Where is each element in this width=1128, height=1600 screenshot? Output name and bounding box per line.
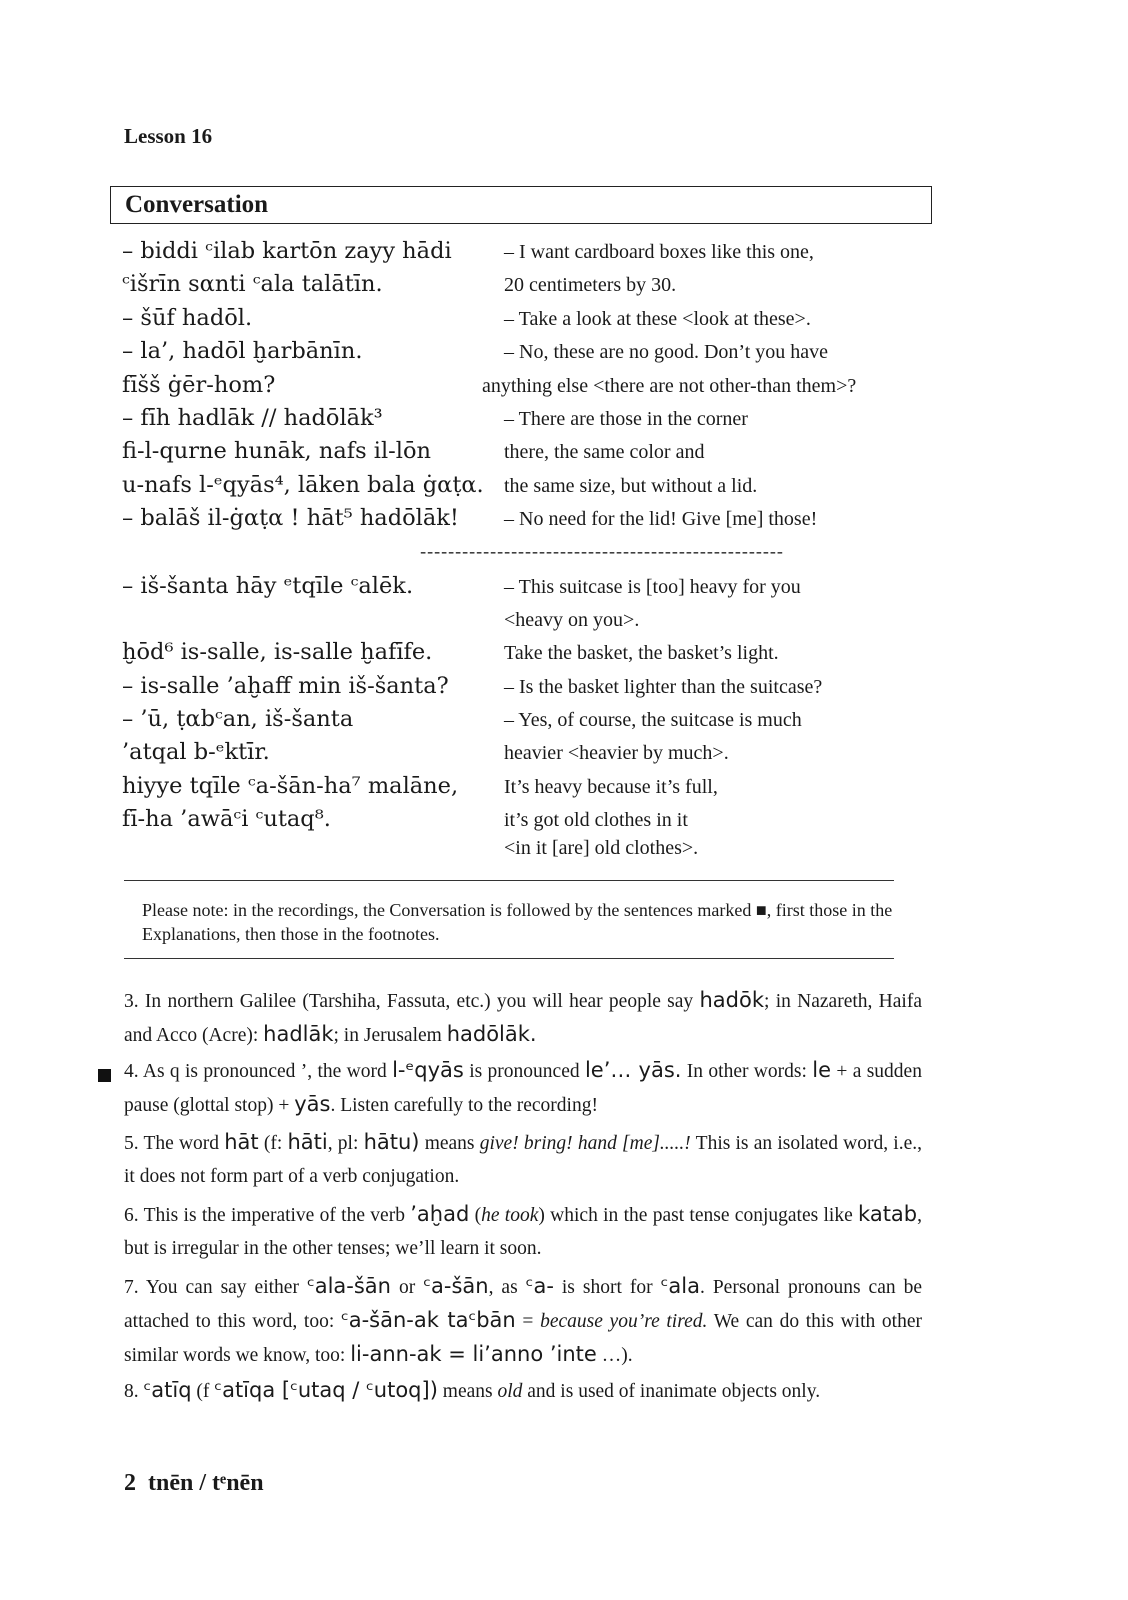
dialogue-row (122, 372, 942, 405)
fn-text: 5. The word (124, 1133, 225, 1154)
fn-text: means (437, 1381, 498, 1402)
fn-text: . Listen carefully to the recording! (330, 1095, 598, 1116)
fn-term: l-ᵉqyās (392, 1058, 464, 1082)
lesson-title: Lesson 16 (124, 124, 213, 148)
fn-term: li-ann-ak = li’anno ’inte (350, 1342, 597, 1366)
fn-text: means (419, 1133, 480, 1154)
english-line: – Yes, of course, the suitcase is much (504, 709, 802, 732)
english-line: Take the basket, the basket’s light. (504, 642, 779, 665)
arabic-line: – biddi ᶜilab kartōn zayy hādi (122, 238, 452, 264)
section-heading: Conversation (125, 191, 269, 218)
page-footer (124, 1470, 264, 1497)
dialogue-row (122, 806, 942, 834)
arabic-line: fīšš ġēr-hom? (122, 371, 276, 398)
fn-term: ᶜatīqa [ᶜutaq / ᶜutoq]) (214, 1378, 438, 1402)
fn-text: , but is irregular in the other tenses; we’ll learn it soon. (124, 1205, 922, 1259)
english-line: – Is the basket lighter than the suitcase? (504, 675, 823, 698)
fn-term: ᶜala-šān (306, 1274, 391, 1298)
dialogue-row (122, 673, 942, 706)
footnote-6 (124, 1198, 922, 1265)
fn-italic: he took (481, 1205, 539, 1226)
arabic-line: hiyye tqīle ᶜa-šān-ha⁷ malāne, (122, 772, 459, 799)
fn-term: hadōk (699, 988, 764, 1012)
fn-term: ’aḫad (410, 1202, 470, 1226)
english-line: – I want cardboard boxes like this one, (504, 241, 814, 263)
english-line: – There are those in the corner (504, 407, 748, 430)
page-number-word: tnēn / tᵉnēn (148, 1470, 264, 1496)
fn-text: 6. This is the imperative of the verb (124, 1205, 411, 1226)
fn-text: = (515, 1311, 541, 1332)
arabic-line: – balāš il-ġαṭα ! hāt⁵ hadōlāk! (122, 505, 459, 532)
english-line: anything else <there are not other-than them>? (482, 374, 857, 397)
recording-note: Please note: in the recordings, the Conversation is followed by the sentences marked ■, first those in the Explanations, then those in the footnotes. (142, 900, 893, 944)
fn-text: . Personal pronouns can be attached to this word, too: (124, 1277, 923, 1332)
fn-text: or (390, 1277, 424, 1298)
arabic-line: – iš-šanta hāy ᵉtqīle ᶜalēk. (122, 572, 414, 599)
dialogue-row (122, 639, 942, 672)
recording-marker-icon (98, 1069, 111, 1082)
dialogue-row (122, 573, 942, 606)
fn-italic: because you’re tired. (540, 1311, 708, 1332)
english-line: <heavy on you>. (504, 608, 640, 631)
fn-text: and is used of inanimate objects only. (522, 1381, 821, 1402)
fn-term: ᶜa-šān (423, 1274, 489, 1298)
arabic-line: ’atqal b-ᵉktīr. (122, 739, 270, 766)
bottom-rule (124, 958, 894, 959)
fn-text: 7. You can say either (124, 1277, 307, 1298)
dialogue-row (122, 505, 942, 538)
arabic-line: – ’ū, ṭαbᶜan, iš-šanta (122, 706, 354, 733)
fn-text: …). (596, 1345, 633, 1366)
dialogue-row (122, 606, 942, 639)
english-line: 20 centimeters by 30. (504, 274, 677, 297)
english-line: there, the same color and (504, 441, 705, 464)
fn-text: ; in Nazareth, Haifa and Acco (Acre): (124, 991, 922, 1046)
arabic-line: ᶜišrīn sαnti ᶜala talātīn. (122, 271, 383, 298)
fn-term: le’… yās. (584, 1058, 682, 1082)
fn-italic: give! bring! hand [me].....! (479, 1133, 691, 1154)
section-heading-box (110, 186, 932, 224)
english-line: It’s heavy because it’s full, (504, 775, 718, 798)
fn-term: ᶜatīq (143, 1378, 192, 1402)
arabic-line: – fīh hadlāk // hadōlāk³ (122, 404, 383, 431)
page-number: 2 (124, 1470, 136, 1496)
fn-term: ᶜa- (525, 1274, 554, 1298)
english-line: – Take a look at these <look at these>. (504, 307, 811, 330)
dialogue-row (122, 438, 942, 471)
arabic-line: fī-ha ’awāᶜi ᶜutaq⁸. (122, 806, 331, 833)
fn-text: 8. (124, 1381, 144, 1402)
fn-text: is short for (553, 1277, 661, 1298)
conversation (122, 238, 942, 862)
english-line: it’s got old clothes in it (504, 809, 688, 832)
footnote-5 (124, 1126, 922, 1193)
english-line: heavier <heavier by much>. (504, 742, 729, 765)
fn-text: , as (488, 1277, 526, 1298)
dialogue-row (122, 238, 942, 271)
arabic-line: – is-salle ’aḫaff min iš-šanta? (122, 672, 449, 699)
fn-text: ( (469, 1205, 482, 1226)
arabic-line: ḫōd⁶ is-salle, is-salle ḫafīfe. (122, 639, 433, 666)
footnote-8 (124, 1374, 922, 1408)
fn-term: hāti (287, 1130, 328, 1154)
fn-term: katab (858, 1202, 918, 1226)
fn-term: le (812, 1058, 832, 1082)
fn-text: (f (191, 1381, 215, 1402)
english-line: <in it [are] old clothes>. (504, 837, 699, 860)
fn-text: 3. In northern Galilee (Tarshiha, Fassuta, etc.) you will hear people say (124, 991, 700, 1012)
fn-text: This is an isolated word, i.e., it does not form part of a verb conjugation. (124, 1133, 923, 1187)
dialogue-separator: ---------------------------------------------------- (420, 540, 784, 561)
fn-text: ; in Jerusalem (333, 1025, 447, 1046)
footnote-3 (124, 984, 922, 1052)
fn-text: (f: (258, 1133, 288, 1154)
dialogue-row (122, 706, 942, 739)
fn-text: is pronounced (463, 1061, 585, 1082)
footnote-7 (124, 1270, 922, 1372)
fn-term: hāt (224, 1130, 259, 1154)
english-line: – No, these are no good. Don’t you have (504, 341, 829, 364)
dialogue-row (122, 834, 942, 862)
fn-text: 4. As q is pronounced ’, the word (124, 1061, 393, 1082)
fn-term: hātu) (363, 1130, 420, 1154)
dialogue-row (122, 305, 942, 338)
english-line: – No need for the lid! Give [me] those! (504, 508, 818, 531)
fn-text: ) which in the past tense conjugates like (538, 1205, 859, 1226)
english-line: the same size, but without a lid. (504, 474, 758, 497)
dialogue-row (122, 773, 942, 806)
arabic-line: u-nafs l-ᵉqyās⁴, lāken bala ġαṭα. (122, 471, 484, 498)
fn-text: , pl: (327, 1133, 364, 1154)
dialogue-row (122, 472, 942, 505)
fn-term: hadlāk (263, 1022, 334, 1046)
arabic-line: – la’, hadōl ḫarbānīn. (122, 338, 363, 365)
top-rule (124, 880, 894, 881)
dialogue-row (122, 338, 942, 371)
fn-text: We can do this with other similar words we know, too: (124, 1311, 922, 1366)
fn-term: yās (294, 1092, 331, 1116)
fn-text: In other words: (681, 1061, 813, 1082)
fn-text: + a sudden pause (glottal stop) + (124, 1061, 922, 1116)
fn-term: ᶜala (660, 1274, 700, 1298)
fn-term: hadōlāk. (446, 1022, 537, 1046)
dialogue-row (122, 739, 942, 772)
dialogue-row (122, 271, 942, 304)
footnote-4 (124, 1054, 922, 1122)
fn-term: ᶜa-šān-ak taᶜbān (340, 1308, 516, 1332)
arabic-line: – šūf hadōl. (122, 304, 253, 331)
english-line: – This suitcase is [too] heavy for you (504, 575, 801, 598)
arabic-line: fi-l-qurne hunāk, nafs il-lōn (122, 438, 432, 465)
fn-italic: old (497, 1381, 523, 1402)
dialogue-row (122, 405, 942, 438)
